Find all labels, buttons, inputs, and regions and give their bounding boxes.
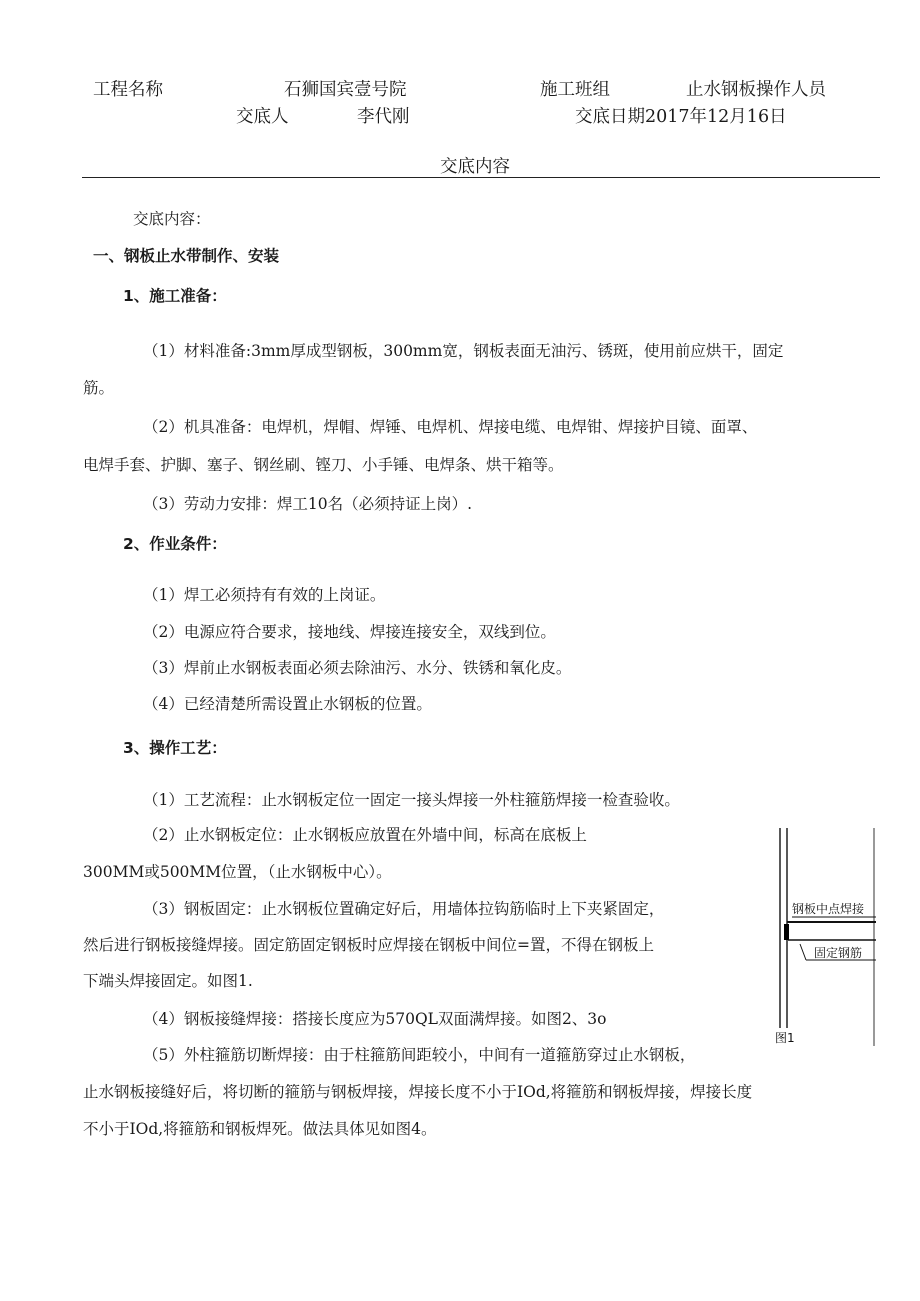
rebar-leader-line <box>800 944 806 960</box>
project-name-value: 石狮国宾壹号院 <box>284 80 407 100</box>
figure-caption: 图1 <box>775 1031 795 1045</box>
team-value: 止水钢板操作人员 <box>686 80 826 100</box>
divider <box>82 177 880 178</box>
paragraph: 筋。 <box>83 379 115 397</box>
paragraph: （4）已经清楚所需设置止水钢板的位置。 <box>143 695 432 713</box>
paragraph: （3）焊前止水钢板表面必须去除油污、水分、铁锈和氧化皮。 <box>143 659 572 677</box>
heading-1: 一、钢板止水带制作、安装 <box>93 247 280 265</box>
intro-line: 交底内容： <box>133 210 211 228</box>
weld-point <box>784 924 789 940</box>
heading-1-3: 3、操作工艺： <box>123 739 227 757</box>
briefing-person-value: 李代刚 <box>357 107 410 127</box>
paragraph: （3）钢板固定：止水钢板位置确定好后，用墙体拉钩筋临时上下夹紧固定， <box>143 900 665 918</box>
paragraph: （3）劳动力安排：焊工10名（必须持证上岗）. <box>143 495 473 513</box>
project-name-label: 工程名称 <box>93 80 163 100</box>
figure-1 <box>770 828 880 1046</box>
paragraph: 不小于IOd,将箍筋和钢板焊死。做法具体见如图4。 <box>83 1120 437 1138</box>
heading-1-2: 2、作业条件： <box>123 535 227 553</box>
paragraph: （1）材料准备:3mm厚成型钢板，300mm宽，钢板表面无油污、锈斑，使用前应烘干，固定 <box>143 342 784 360</box>
heading-1-1: 1、施工准备： <box>123 287 227 305</box>
paragraph: 电焊手套、护脚、塞子、钢丝刷、铿刀、小手锤、电焊条、烘干箱等。 <box>83 456 564 474</box>
section-title: 交底内容 <box>440 157 510 177</box>
team-label: 施工班组 <box>540 80 610 100</box>
paragraph: 下端头焊接固定。如图1. <box>83 972 253 990</box>
briefing-date: 交底日期2017年12月16日 <box>575 107 787 127</box>
paragraph: 300MM或500MM位置，（止水钢板中心）。 <box>83 863 392 881</box>
figure-label-weld: 钢板中点焊接 <box>792 902 865 916</box>
paragraph: 止水钢板接缝好后，将切断的箍筋与钢板焊接，焊接长度不小于IOd,将箍筋和钢板焊接，焊接长度 <box>83 1083 753 1101</box>
paragraph: （5）外柱箍筋切断焊接：由于柱箍筋间距较小，中间有一道箍筋穿过止水钢板， <box>143 1046 696 1064</box>
figure-label-rebar: 固定钢筋 <box>814 946 863 960</box>
figure-1-drawing <box>770 828 880 1046</box>
paragraph: （1）焊工必须持有有效的上岗证。 <box>143 586 386 604</box>
paragraph: 然后进行钢板接缝焊接。固定筋固定钢板时应焊接在钢板中间位=置，不得在钢板上 <box>83 936 654 954</box>
briefing-person-label: 交底人 <box>236 107 289 127</box>
paragraph: （2）电源应符合要求，接地线、焊接连接安全，双线到位。 <box>143 623 556 641</box>
paragraph: （1）工艺流程：止水钢板定位一固定一接头焊接一外柱箍筋焊接一检查验收。 <box>143 791 680 809</box>
paragraph: （4）钢板接缝焊接：搭接长度应为570QL双面满焊接。如图2、3o <box>143 1010 607 1028</box>
paragraph: （2）机具准备：电焊机，焊帽、焊锤、电焊机、焊接电缆、电焊钳、焊接护目镜、面罩、 <box>143 418 758 436</box>
paragraph: （2）止水钢板定位：止水钢板应放置在外墙中间，标高在底板上 <box>143 826 587 844</box>
